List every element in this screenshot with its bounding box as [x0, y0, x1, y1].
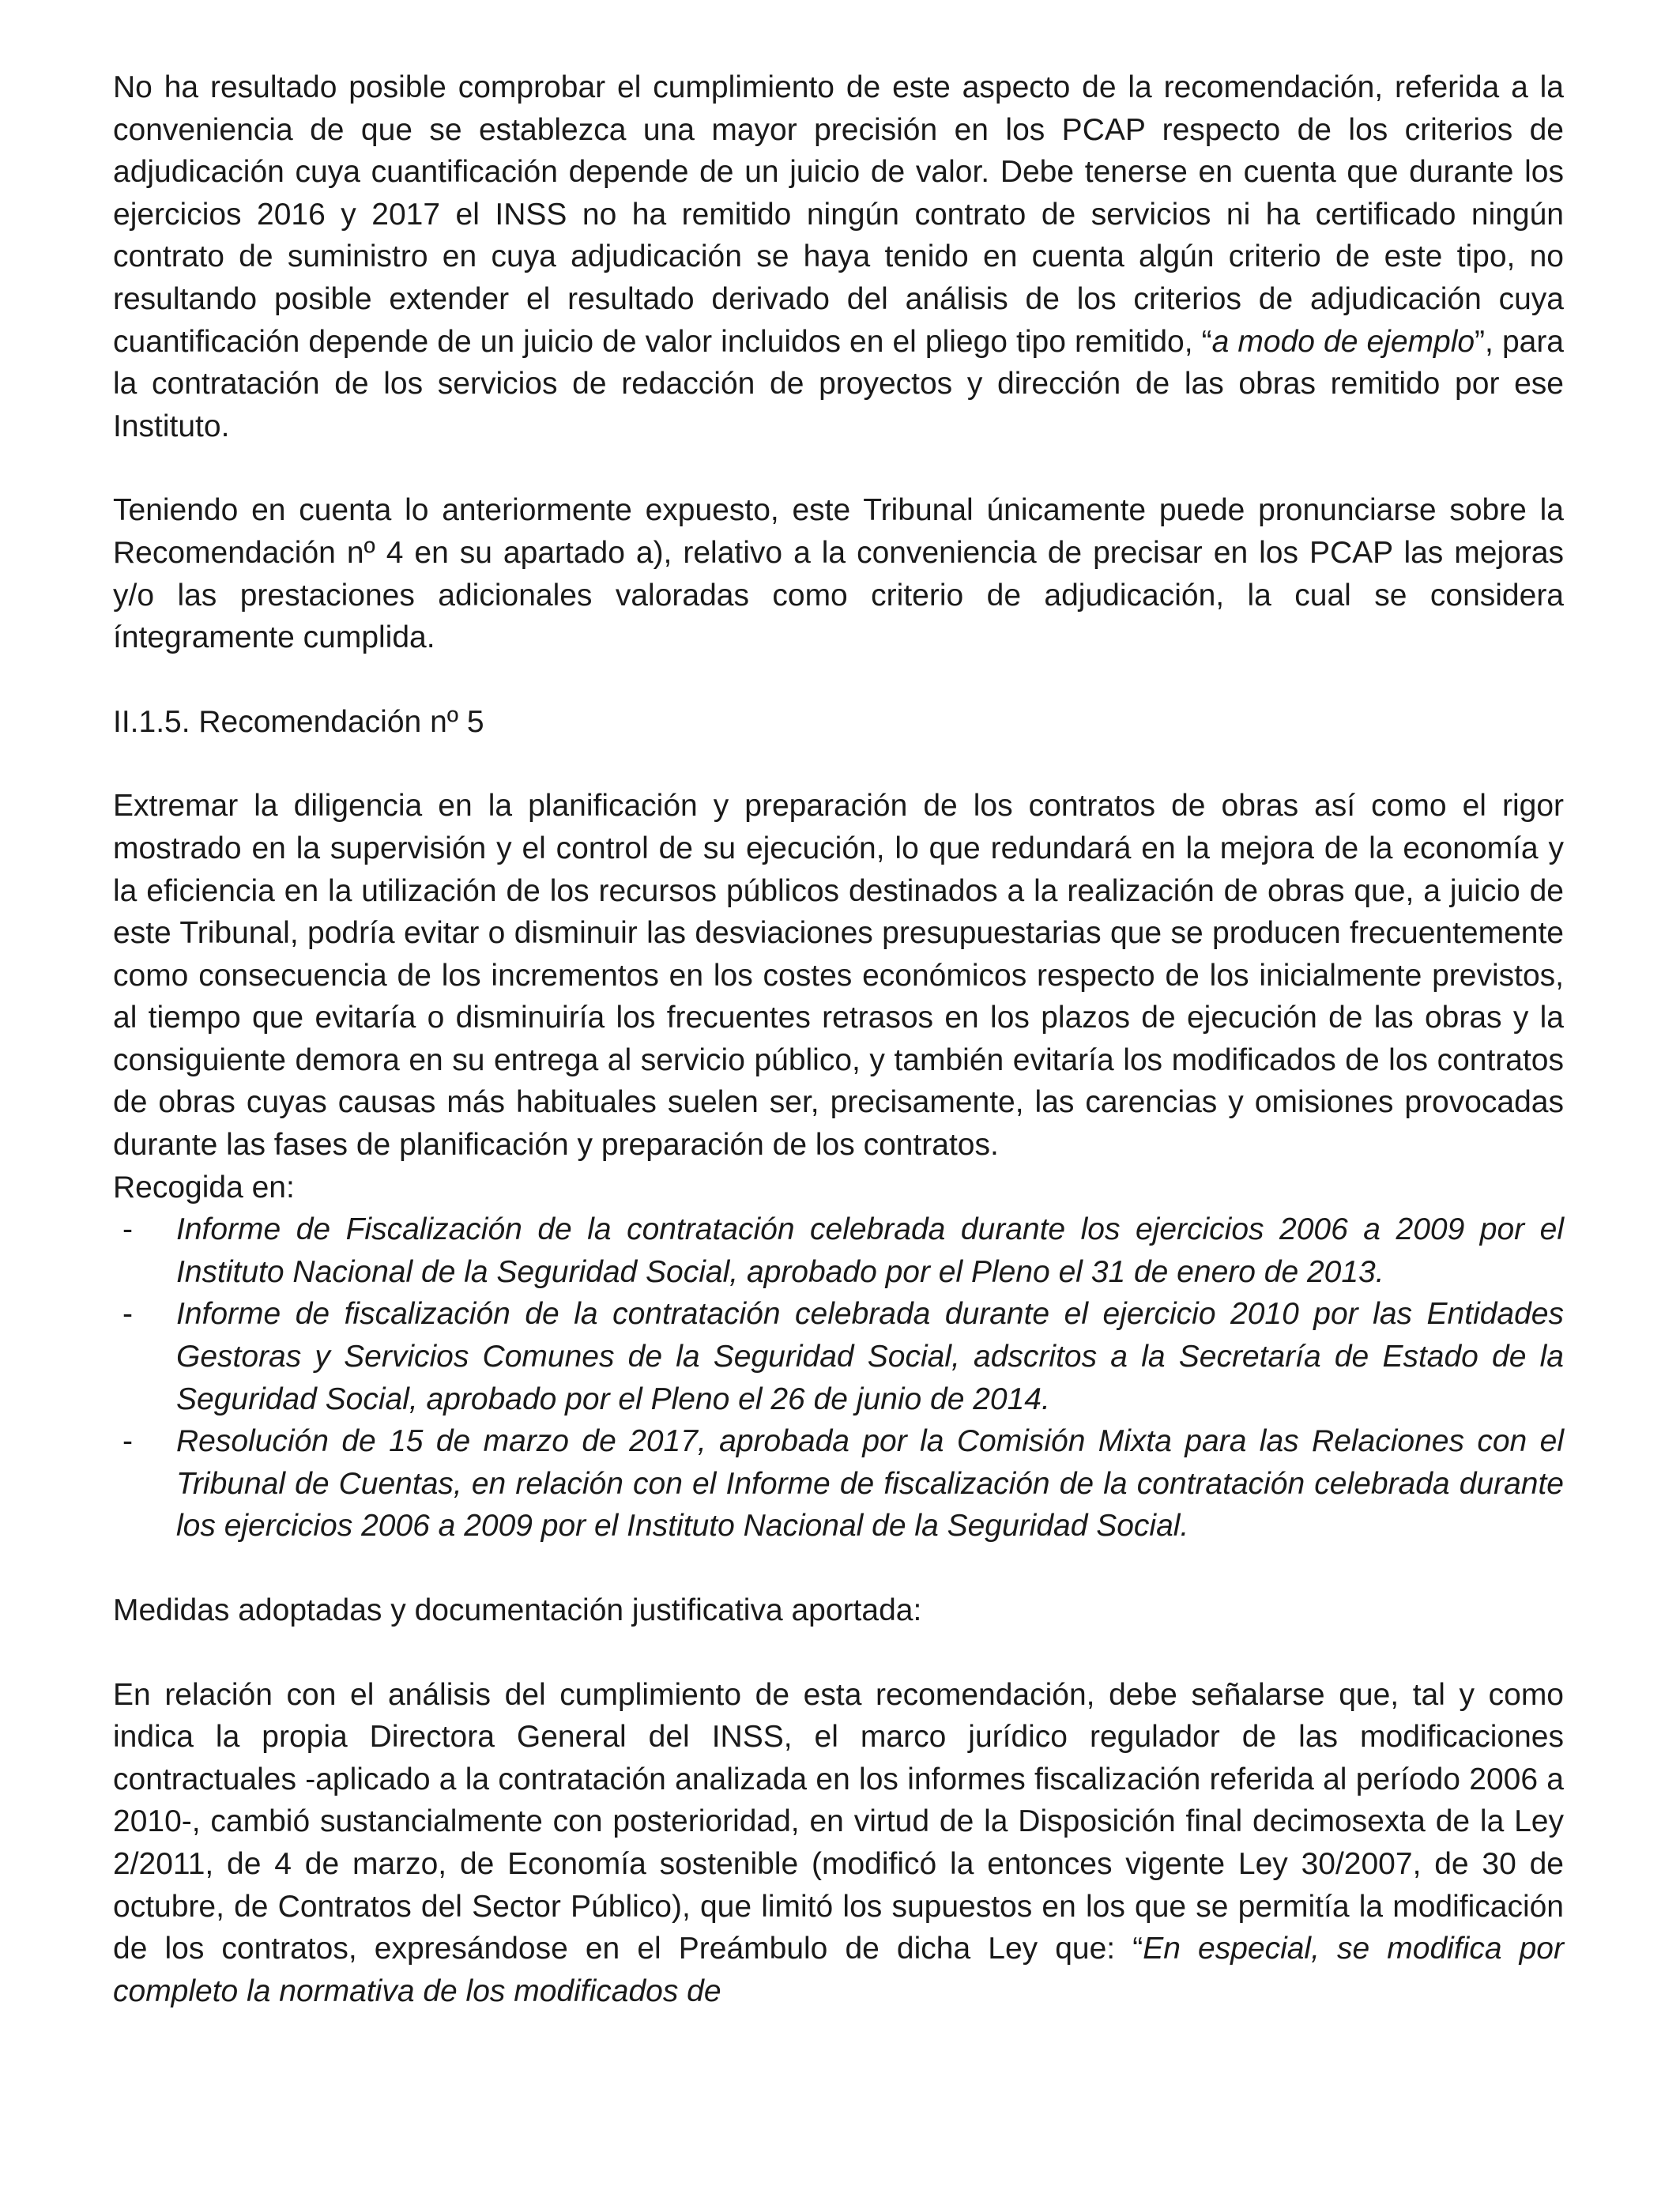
paragraph-conclusion: Teniendo en cuenta lo anteriormente expuesto, este Tribunal únicamente puede pronunciarse sobre la Recomendación nº 4 en su apartado a), relativo a la conveniencia de precisar en los PCAP las mejoras y/o las prestaciones adicionales valoradas como criterio de adjudicación, la cual se considera íntegramente cumplida. [113, 493, 1564, 655]
paragraph-legal-framework [113, 1674, 1564, 2013]
list-item [113, 1420, 1564, 1547]
list-dash: - [122, 1297, 133, 1332]
reference-text: Informe de Fiscalización de la contratación celebrada durante los ejercicios 2006 a 2009 por el Instituto Nacional de la Seguridad Social, aprobado por el Pleno el 31 de enero de 2013. [176, 1212, 1564, 1289]
measures-heading: Medidas adoptadas y documentación justificativa aportada: [113, 1593, 922, 1627]
paragraph-criteria-verification [113, 66, 1564, 447]
list-item [113, 1208, 1564, 1293]
paragraph-emphasis: a modo de ejemplo [1211, 324, 1475, 359]
reference-list [113, 1208, 1564, 1547]
list-dash: - [122, 1212, 133, 1247]
list-item [113, 1293, 1564, 1420]
paragraph-text: No ha resultado posible comprobar el cumplimiento de este aspecto de la recomendación, referida a la conveniencia de que se establezca una mayor precisión en los PCAP respecto de los criterios de adjudicación cuya cuantificación depende de un juicio de valor. Debe tenerse en cuenta que durante los ejercicios 2016 y 2017 el INSS no ha remitido ningún contrato de servicios ni ha certificado ningún contrato de suministro en cuya adjudicación se haya tenido en cuenta algún criterio de este tipo, no resultando posible extender el resultado derivado del análisis de los criterios de adjudicación cuya cuantificación depende de un juicio de valor incluidos en el pliego tipo remitido, “ [113, 70, 1564, 359]
document-page [113, 66, 1564, 2012]
paragraph-text: En relación con el análisis del cumplimiento de esta recomendación, debe señalarse que, tal y como indica la propia Directora General del INSS, el marco jurídico regulador de las modificaciones contractuales -aplicado a la contratación analizada en los informes fiscalización referida al período 2006 a 2010-, cambió sustancialmente con posterioridad, en virtud de la Disposición final decimosexta de la Ley 2/2011, de 4 de marzo, de Economía sostenible (modificó la entonces vigente Ley 30/2007, de 30 de octubre, de Contratos del Sector Público), que limitó los supuestos en los que se permitía la modificación de los contratos, expresándose en el Preámbulo de dicha Ley que: “ [113, 1677, 1564, 1966]
collected-label: Recogida en: [113, 1170, 295, 1204]
section-heading: II.1.5. Recomendación nº 5 [113, 704, 484, 739]
paragraph-recommendation-text: Extremar la diligencia en la planificación y preparación de los contratos de obras así como el rigor mostrado en la supervisión y el control de su ejecución, lo que redundará en la mejora de la economía y la eficiencia en la utilización de los recursos públicos destinados a la realización de obras que, a juicio de este Tribunal, podría evitar o disminuir las desviaciones presupuestarias que se producen frecuentemente como consecuencia de los incrementos en los costes económicos respecto de los inicialmente previstos, al tiempo que evitaría o disminuiría los frecuentes retrasos en los plazos de ejecución de las obras y la consiguiente demora en su entrega al servicio público, y también evitaría los modificados de los contratos de obras cuyas causas más habituales suelen ser, precisamente, las carencias y omisiones provocadas durante las fases de planificación y preparación de los contratos. [113, 789, 1564, 1163]
reference-text: Informe de fiscalización de la contratación celebrada durante el ejercicio 2010 por las Entidades Gestoras y Servicios Comunes de la Seguridad Social, adscritos a la Secretaría de Estado de la Seguridad Social, aprobado por el Pleno el 26 de junio de 2014. [176, 1297, 1564, 1416]
paragraph-text: ”, para la contratación de los servicios de redacción de proyectos y dirección de las obras remitido por ese Instituto. [113, 324, 1564, 443]
paragraph-emphasis: En especial, se modifica por completo la normativa de los modificados de [113, 1932, 1564, 2008]
reference-text: Resolución de 15 de marzo de 2017, aprobada por la Comisión Mixta para las Relaciones con el Tribunal de Cuentas, en relación con el Informe de fiscalización de la contratación celebrada durante los ejercicios 2006 a 2009 por el Instituto Nacional de la Seguridad Social. [176, 1424, 1564, 1544]
list-dash: - [122, 1424, 133, 1459]
